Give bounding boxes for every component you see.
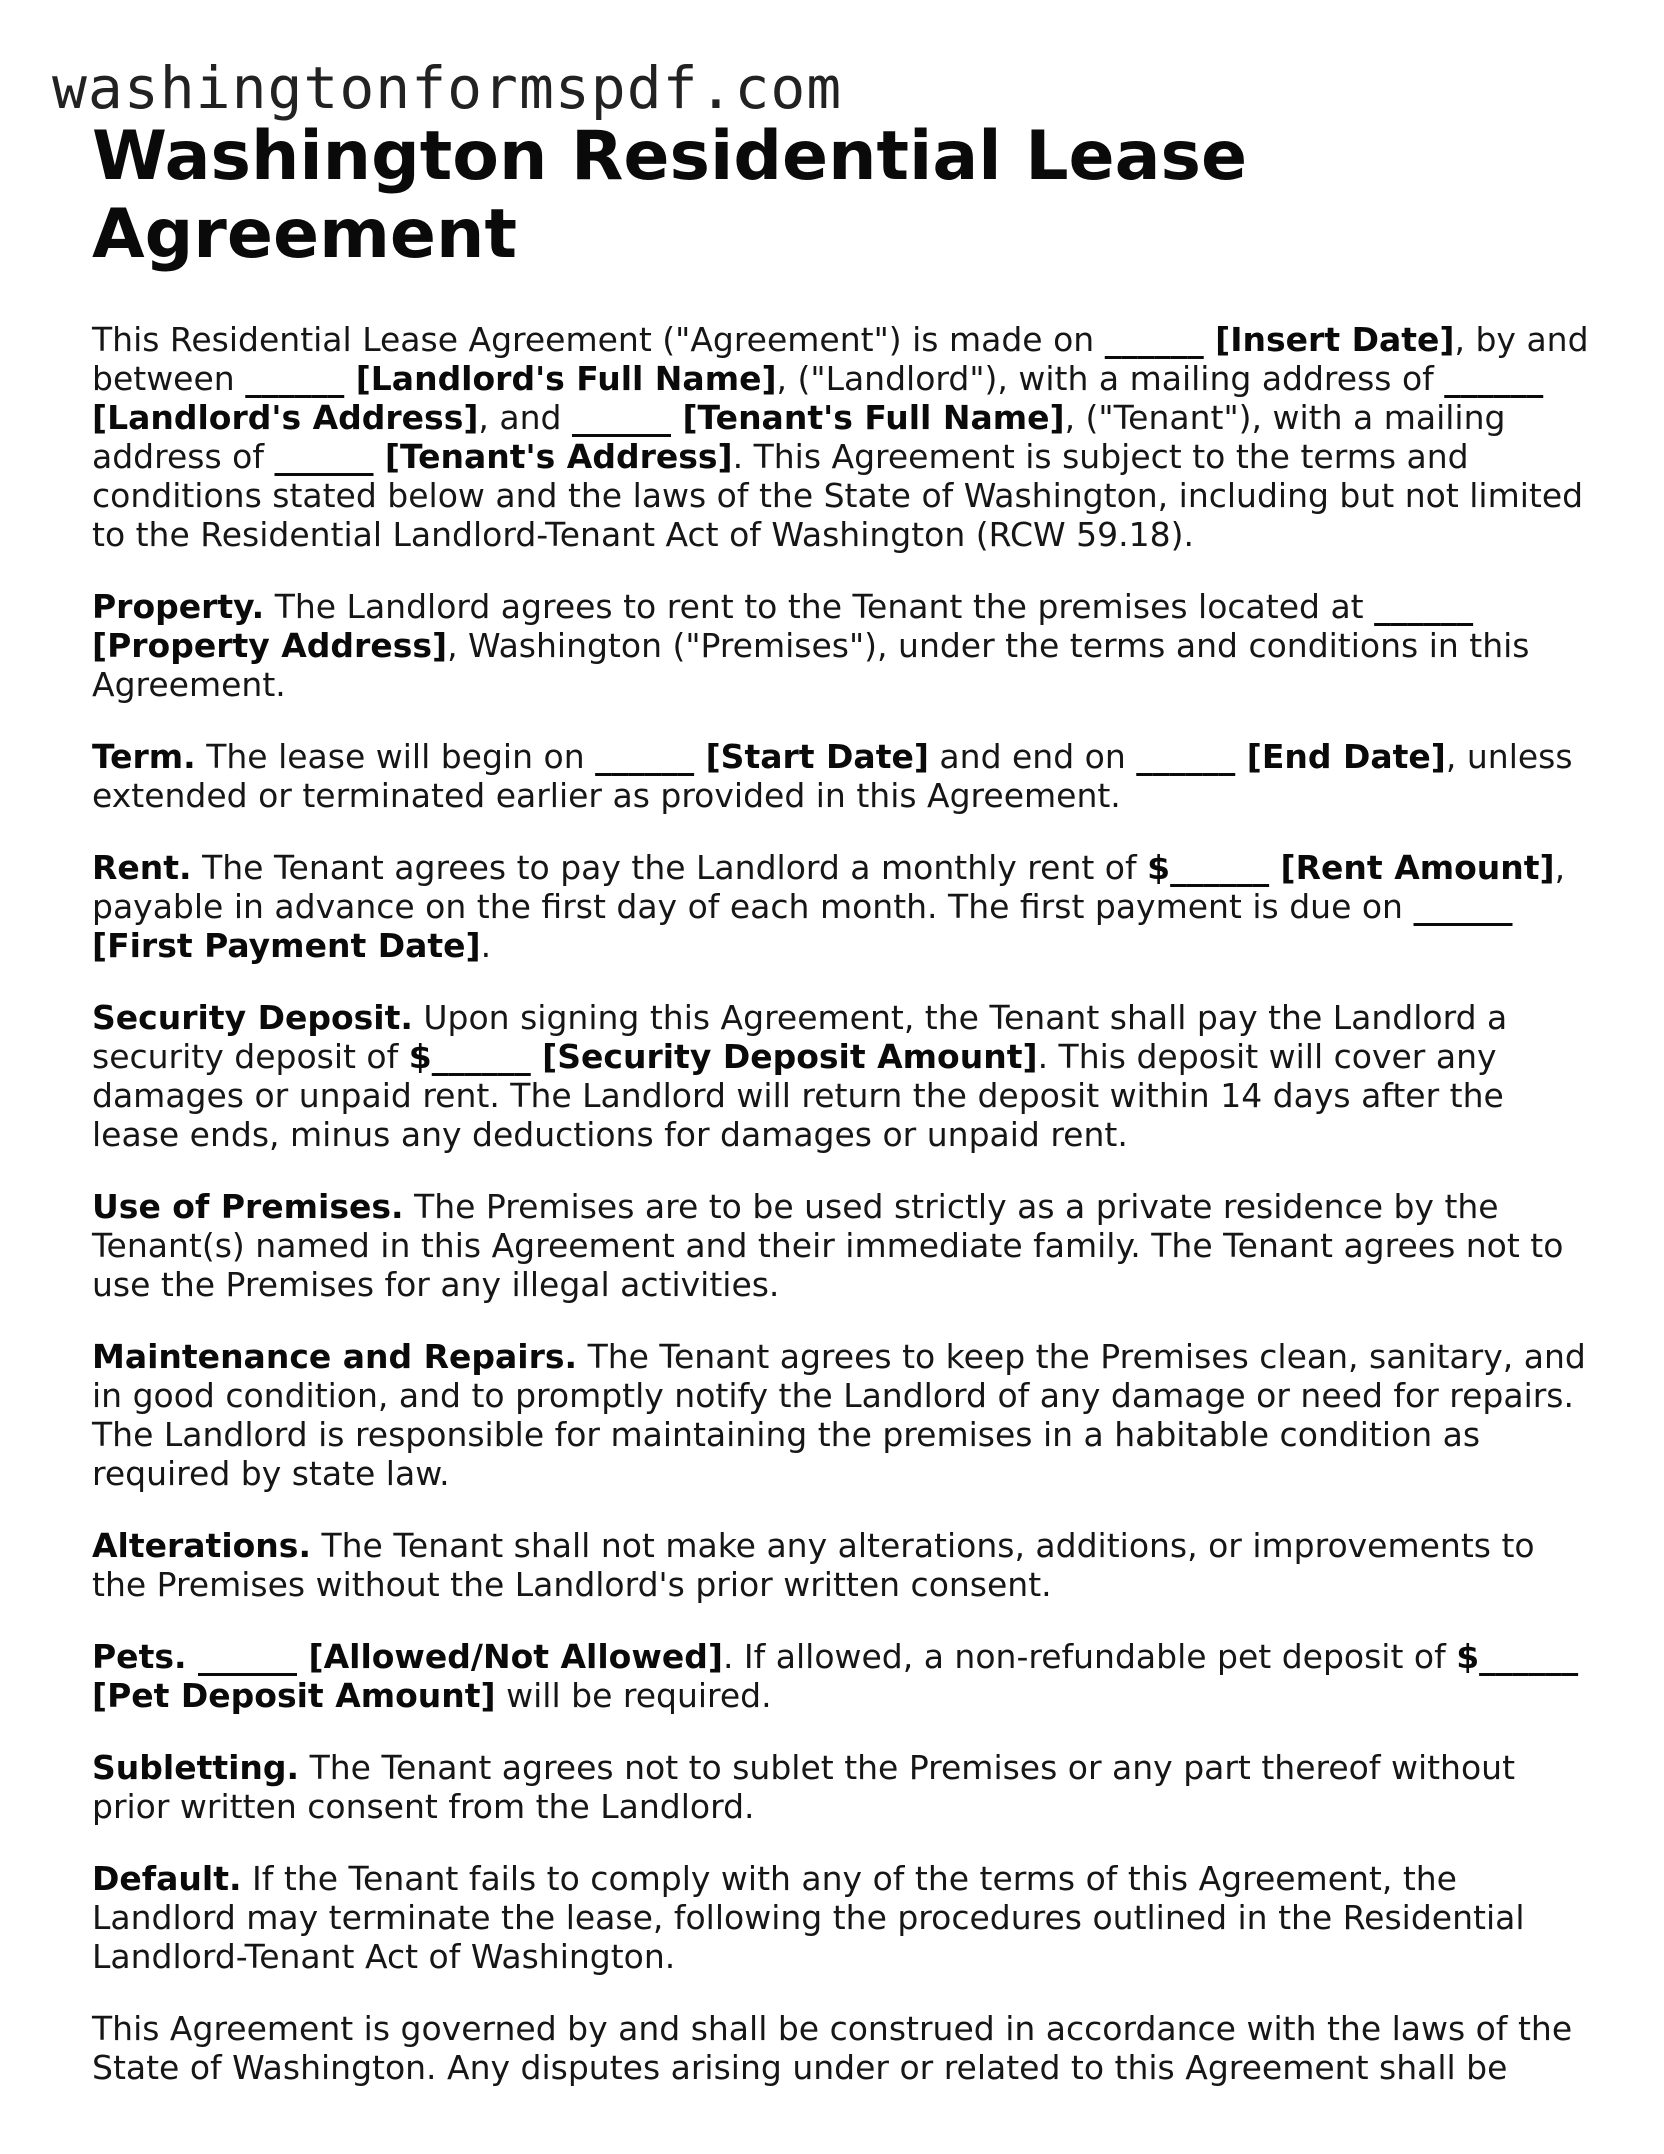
site-watermark: washingtonformspdf.com <box>52 54 843 122</box>
document-title: Washington Residential Lease Agreement <box>92 117 1248 274</box>
rent-heading: Rent. <box>92 848 192 887</box>
subletting-text-1: The Tenant agrees not to sublet the Premises or any part thereof without prior written consent from the Landlord. <box>92 1748 1516 1826</box>
rent-text-1: The Tenant agrees to pay the Landlord a monthly rent of <box>191 848 1148 887</box>
landlord-address-field: ______ [Landlord's Address] <box>92 359 1544 437</box>
intro-text-1: This Residential Lease Agreement ("Agreement") is made on <box>92 320 1105 359</box>
use-heading: Use of Premises. <box>92 1187 404 1226</box>
default-heading: Default. <box>92 1859 242 1898</box>
deposit-amount-field: $______ [Security Deposit Amount] <box>408 1037 1038 1076</box>
intro-text-6: . This Agreement is subject to the terms and conditions stated below and the laws of the State of Washington, including but not limited to the Residential Landlord-Tenant Act of Washington (RCW 59.18). <box>92 437 1584 554</box>
intro-text-3: , ("Landlord"), with a mailing address of <box>776 359 1445 398</box>
intro-text-5: , ("Tenant"), with a mailing address of <box>92 398 1506 476</box>
term-text-2: and end on <box>928 737 1137 776</box>
intro-paragraph <box>92 320 1592 554</box>
deposit-paragraph <box>92 998 1592 1154</box>
alterations-paragraph <box>92 1526 1592 1604</box>
rent-paragraph <box>92 848 1592 965</box>
deposit-text-1: Upon signing this Agreement, the Tenant shall pay the Landlord a security deposit of <box>92 998 1508 1076</box>
tenant-name-field: ______ [Tenant's Full Name] <box>571 398 1065 437</box>
start-date-field: ______ [Start Date] <box>595 737 929 776</box>
property-heading: Property. <box>92 587 265 626</box>
intro-text-2: , by and between <box>92 320 1589 398</box>
maintenance-heading: Maintenance and Repairs. <box>92 1337 578 1376</box>
term-text-1: The lease will begin on <box>195 737 596 776</box>
lease-document <box>92 118 1592 2120</box>
governing-text-1: This Agreement is governed by and shall be construed in accordance with the laws of the State of Washington. Any disputes arising under or related to this Agreement shall be <box>92 2009 1573 2087</box>
term-text-3: , unless extended or terminated earlier as provided in this Agreement. <box>92 737 1573 815</box>
use-text-1: The Premises are to be used strictly as a private residence by the Tenant(s) named in this Agreement and their immediate family. The Tenant agrees not to use the Premises for any illegal activities. <box>92 1187 1564 1304</box>
deposit-heading: Security Deposit. <box>92 998 413 1037</box>
alterations-text-1: The Tenant shall not make any alterations, additions, or improvements to the Premises without the Landlord's prior written consent. <box>92 1526 1535 1604</box>
landlord-name-field: ______ [Landlord's Full Name] <box>245 359 777 398</box>
first-payment-date-field: ______ [First Payment Date] <box>92 887 1513 965</box>
default-text-1: If the Tenant fails to comply with any of the terms of this Agreement, the Landlord may terminate the lease, following the procedures outlined in the Residential Landlord-Tenant Act of Washington. <box>92 1859 1525 1976</box>
pets-heading: Pets. <box>92 1637 187 1676</box>
tenant-address-field: ______ [Tenant's Address] <box>274 437 733 476</box>
default-paragraph <box>92 1859 1592 1976</box>
subletting-paragraph <box>92 1748 1592 1826</box>
maintenance-paragraph <box>92 1337 1592 1493</box>
deposit-text-2: . This deposit will cover any damages or unpaid rent. The Landlord will return the deposit within 14 days after the lease ends, minus any deductions for damages or unpaid rent. <box>92 1037 1504 1154</box>
end-date-field: ______ [End Date] <box>1136 737 1446 776</box>
use-paragraph <box>92 1187 1592 1304</box>
pets-text-2: will be required. <box>495 1676 772 1715</box>
governing-law-paragraph <box>92 2009 1592 2087</box>
intro-text-4: , and <box>478 398 572 437</box>
property-address-field: ______ [Property Address] <box>92 587 1474 665</box>
pets-paragraph <box>92 1637 1592 1715</box>
term-heading: Term. <box>92 737 196 776</box>
insert-date-field: ______ [Insert Date] <box>1104 320 1455 359</box>
rent-text-2: , payable in advance on the first day of each month. The first payment is due on <box>92 848 1566 926</box>
property-text-2: , Washington ("Premises"), under the terms and conditions in this Agreement. <box>92 626 1530 704</box>
maintenance-text-1: The Tenant agrees to keep the Premises clean, sanitary, and in good condition, and to promptly notify the Landlord of any damage or need for repairs. The Landlord is responsible for maintaining the premises in a habitable condition as required by state law. <box>92 1337 1586 1493</box>
property-paragraph <box>92 587 1592 704</box>
pet-deposit-field: $______ [Pet Deposit Amount] <box>92 1637 1579 1715</box>
property-text-1: The Landlord agrees to rent to the Tenant the premises located at <box>264 587 1375 626</box>
term-paragraph <box>92 737 1592 815</box>
pets-text-1: . If allowed, a non-refundable pet deposit of <box>722 1637 1457 1676</box>
rent-amount-field: $______ [Rent Amount] <box>1147 848 1555 887</box>
rent-text-3: . <box>480 926 492 965</box>
document-body <box>92 320 1592 2087</box>
alterations-heading: Alterations. <box>92 1526 311 1565</box>
pets-allowed-field: ______ [Allowed/Not Allowed] <box>186 1637 723 1676</box>
subletting-heading: Subletting. <box>92 1748 300 1787</box>
